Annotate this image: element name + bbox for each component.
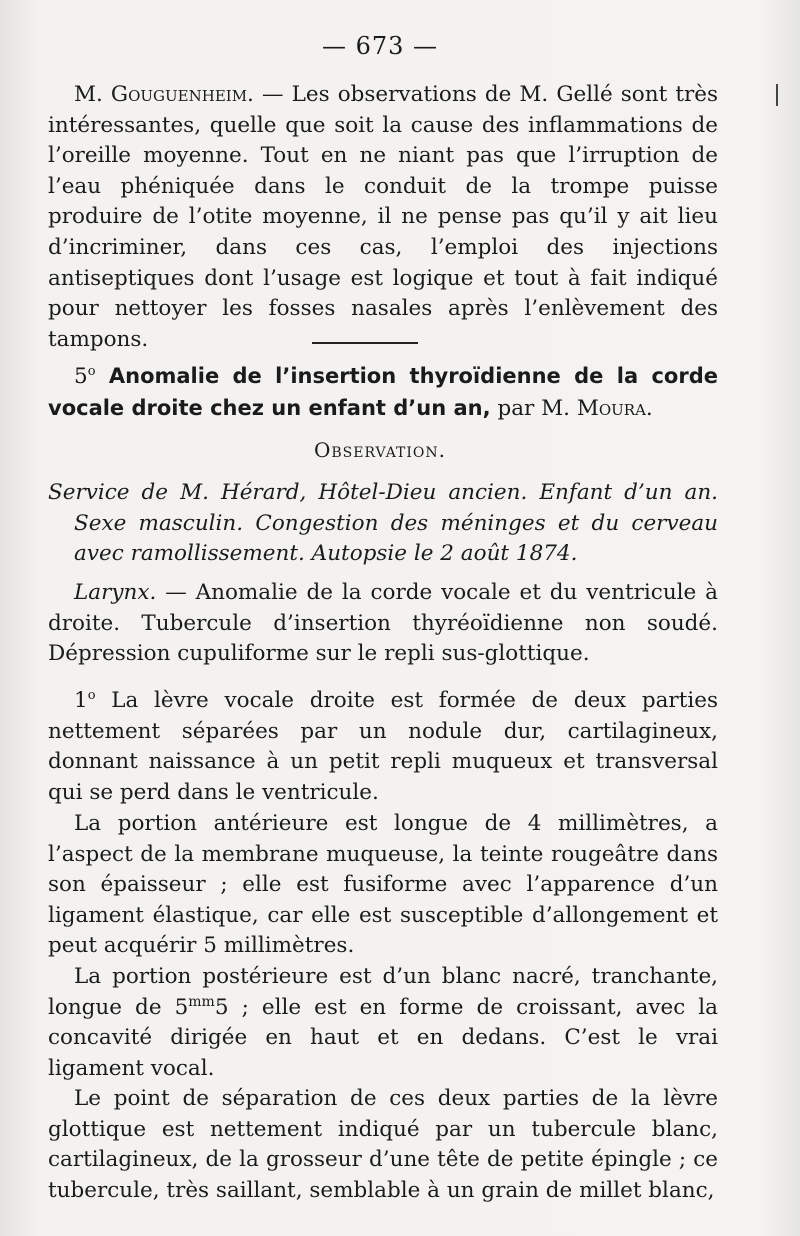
point-paragraph [48, 1084, 718, 1206]
section-divider [312, 342, 418, 344]
levre-text: La lèvre vocale droite est formée de deux parties nettement séparées par un nodule dur, cartilagineux, donnant naissance à un petit repli muqueux et transversal qui se perd dans le ventricule. [48, 688, 718, 805]
posterieure-text-before: La portion postérieure est d’un blanc nacré, tranchante, longue de 5 [48, 964, 718, 1020]
anterieure-paragraph [48, 809, 718, 962]
speaker-name: M. Gouguenheim. [74, 82, 254, 107]
posterieure-text-after: 5 ; elle est en forme de croissant, avec la concavité dirigée en haut et en dedans. C’est le vrai ligament vocal. [48, 994, 718, 1081]
section-title: Anomalie de l’insertion thyroïdienne de la corde vocale droite chez un enfant d’un an, [48, 364, 718, 420]
larynx-paragraph [48, 578, 718, 670]
author-prefix: par M. [490, 395, 577, 421]
paragraph-text: — Les observations de M. Gellé sont très intéressantes, quelle que soit la cause des inflammations de l’oreille moyenne. Tout en ne niant pas que l’irruption de l’eau phéniquée dans le conduit de la trompe puisse produire de l’otite moyenne, il ne pense pas qu’il y ait lieu d’incriminer, dans ces cas, l’emploi des injections antiseptiques dont l’usage est logique et tout à fait indiqué pour nettoyer les fosses nasales après l’enlèvement des tampons. [48, 82, 718, 352]
point-text: Le point de séparation de ces deux parties de la lèvre glottique est nettement indiqué par un tubercule blanc, cartilagineux, de la grosseur d’une tête de petite épingle ; ce tubercule, très saillant, semblable à un grain de millet blanc, [48, 1086, 718, 1203]
section-number-sup: o [87, 363, 96, 379]
item-number-sup: o [87, 687, 96, 703]
levre-paragraph [48, 686, 718, 808]
larynx-label: Larynx. [74, 580, 157, 605]
paragraph-gouguenheim [48, 80, 718, 355]
posterieure-paragraph [48, 962, 718, 1084]
margin-mark [776, 84, 778, 106]
item-number: 1 [74, 688, 88, 713]
author-name: Moura. [576, 395, 653, 421]
page-number: — 673 — [321, 32, 439, 60]
section-number: 5 [74, 364, 88, 389]
service-block [48, 478, 718, 570]
anterieure-text: La portion antérieure est longue de 4 millimètres, a l’aspect de la membrane muqueuse, la teinte rougeâtre dans son épaisseur ; elle est fusiforme avec l’apparence d’un ligament élastique, car elle est susceptible d’allongement et peut acquérir 5 millimètres. [48, 811, 718, 959]
unit-mm: mm [188, 993, 215, 1010]
service-text: Service de M. Hérard, Hôtel-Dieu ancien. Enfant d’un an. Sexe masculin. Congestion des méninges et du cerveau avec ramollissement. Autopsie le 2 août 1874. [48, 480, 718, 567]
observation-title: Observation. [314, 438, 446, 462]
section-heading [48, 361, 718, 424]
larynx-text: — Anomalie de la corde vocale et du ventricule à droite. Tubercule d’insertion thyréoïdienne non soudé. Dépression cupuliforme sur le repli sus-glottique. [48, 580, 718, 667]
